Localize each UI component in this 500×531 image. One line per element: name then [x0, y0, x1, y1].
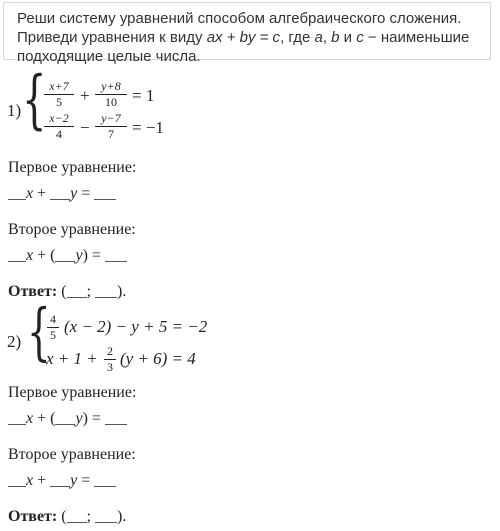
numerator: x−2 — [49, 111, 69, 125]
answer-x-input[interactable] — [67, 283, 87, 298]
operator: ) = — [82, 247, 101, 264]
var-x: x — [26, 185, 34, 202]
operator: = — [81, 472, 91, 489]
denominator: 10 — [105, 95, 117, 109]
operator: + ( — [37, 410, 56, 427]
answer-label: Ответ: — [8, 283, 58, 300]
denominator: 4 — [56, 127, 62, 141]
numerator: y−7 — [101, 111, 121, 125]
answer-y-input[interactable] — [95, 283, 117, 298]
numerator: x+7 — [49, 79, 69, 93]
numerator: 2 — [107, 344, 113, 358]
paren: ). — [117, 508, 127, 525]
system-2-label: 2) — [7, 332, 22, 351]
var-x: x — [26, 472, 34, 489]
task-instruction — [3, 2, 491, 65]
first-equation-label: Первое уравнение: — [8, 384, 137, 401]
equation-rhs: = −1 — [132, 118, 164, 137]
var-x: x — [26, 410, 34, 427]
equation-body: (y + 6) = 4 — [120, 349, 196, 368]
coef-a-input[interactable] — [8, 410, 26, 425]
system-brace: { — [22, 63, 47, 137]
coef-a-input[interactable] — [8, 472, 26, 487]
operator: + — [37, 185, 47, 202]
coef-c-input[interactable] — [94, 472, 116, 487]
instruction-line-1: Реши систему уравнений способом алгебраического сложения. — [17, 10, 462, 27]
fraction — [47, 313, 59, 342]
coef-c-input[interactable] — [94, 185, 116, 200]
answer-label: Ответ: — [8, 508, 58, 525]
coef-b-input[interactable] — [55, 247, 75, 262]
denominator: 7 — [108, 127, 114, 141]
var-a: a — [314, 29, 323, 46]
fraction — [44, 112, 74, 141]
first-equation-form — [8, 185, 116, 203]
coef-c-input[interactable] — [105, 247, 127, 262]
instruction-text: Приведи уравнения к виду — [17, 29, 207, 46]
var-y: y — [70, 472, 78, 489]
var-x: x — [26, 247, 34, 264]
paren: ( — [61, 508, 67, 525]
instruction-line-2 — [17, 28, 490, 47]
separator: ; — [86, 283, 92, 300]
second-equation-label: Второе уравнение: — [8, 221, 136, 238]
numerator: 4 — [50, 312, 56, 326]
numerator: y+8 — [101, 79, 121, 93]
equation-body: x + 1 + — [46, 349, 98, 368]
instruction-line-3: подходящие целые числа. — [17, 48, 201, 65]
paren: ( — [61, 283, 67, 300]
denominator: 5 — [56, 95, 62, 109]
instruction-text: , где — [280, 29, 315, 46]
first-equation-label: Первое уравнение: — [8, 159, 137, 176]
form-expression: ax + by = c — [206, 29, 281, 46]
operator: ) = — [82, 410, 101, 427]
var-c: c — [356, 29, 364, 46]
system-1-label: 1) — [7, 101, 22, 120]
system-brace: { — [27, 295, 51, 368]
coef-a-input[interactable] — [8, 247, 26, 262]
coef-b-input[interactable] — [55, 410, 75, 425]
coef-b-input[interactable] — [50, 472, 70, 487]
operator: − — [80, 118, 90, 137]
answer-line — [8, 508, 126, 526]
coef-b-input[interactable] — [50, 185, 70, 200]
separator: ; — [86, 508, 92, 525]
instruction-text: − наименьшие — [363, 29, 470, 46]
denominator: 5 — [50, 328, 56, 342]
var-y: y — [75, 247, 83, 264]
first-equation-form — [8, 410, 127, 428]
denominator: 3 — [107, 360, 113, 374]
operator: + ( — [37, 247, 56, 264]
var-y: y — [75, 410, 83, 427]
operator: + — [37, 472, 47, 489]
var-y: y — [70, 185, 78, 202]
fraction — [95, 112, 127, 141]
fraction — [95, 80, 127, 109]
coef-c-input[interactable] — [105, 410, 127, 425]
second-equation-form — [8, 247, 127, 265]
operator: = — [81, 185, 91, 202]
instruction-text: и — [339, 29, 357, 46]
coef-a-input[interactable] — [8, 185, 26, 200]
equation-body: (x − 2) − y + 5 = −2 — [64, 317, 208, 336]
second-equation-form — [8, 472, 116, 490]
instruction-text: , — [322, 29, 332, 46]
fraction — [44, 80, 74, 109]
fraction — [104, 345, 116, 374]
paren: ). — [117, 283, 127, 300]
var-b: b — [331, 29, 340, 46]
answer-x-input[interactable] — [67, 508, 87, 523]
equation-rhs: = 1 — [132, 86, 155, 105]
answer-line — [8, 283, 126, 301]
second-equation-label: Второе уравнение: — [8, 446, 136, 463]
operator: + — [80, 86, 90, 105]
answer-y-input[interactable] — [95, 508, 117, 523]
